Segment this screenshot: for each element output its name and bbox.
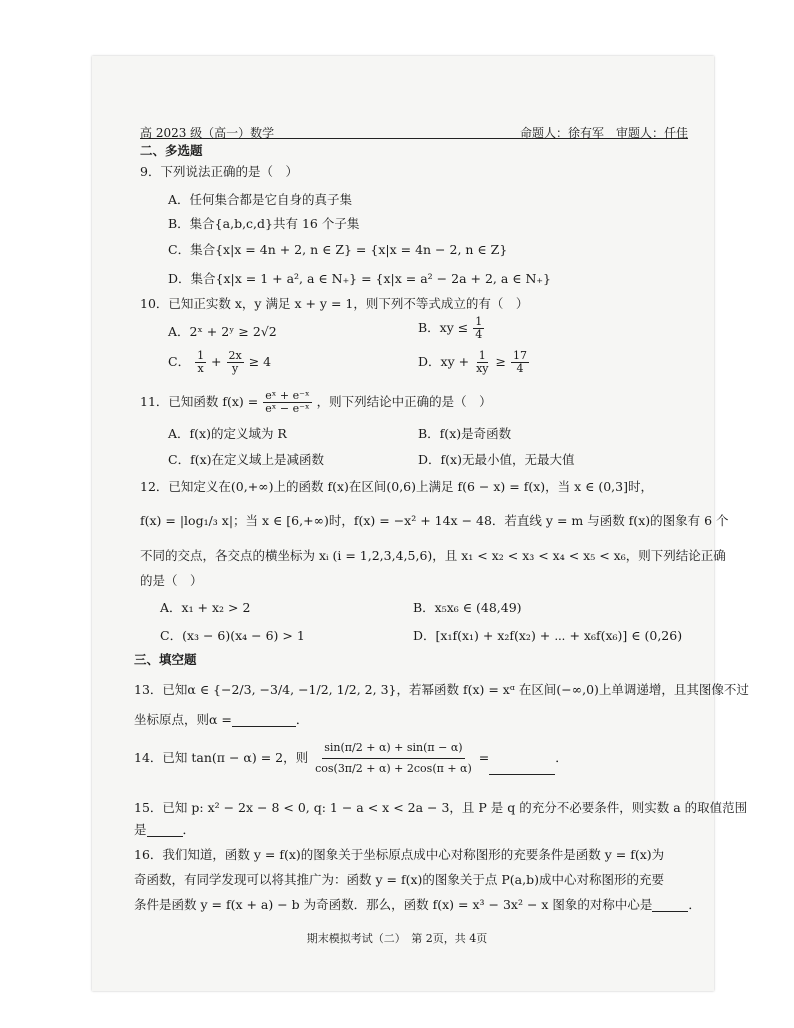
- q14-end: ．: [555, 750, 568, 766]
- q11-option-b: B．f(x)是奇函数: [418, 426, 512, 441]
- frac-den: x: [197, 362, 204, 376]
- frac-den: xy: [476, 362, 489, 376]
- q12-option-c: C．(x₃ − 6)(x₄ − 6) > 1: [160, 628, 305, 643]
- q12-line-1: 12．已知定义在(0,+∞)上的函数 f(x)在区间(0,6)上满足 f(6 − x) = f(x)，当 x ∈ (0,3]时，: [140, 479, 653, 494]
- q12-line-4: 的是（ ）: [140, 573, 203, 588]
- q13-line-1: 13．已知α ∈ {−2/3, −3/4, −1/2, 1/2, 2, 3}，若幂函数 f(x) = xᵅ 在区间(−∞,0)上单调递增，且其图像不过: [134, 682, 749, 697]
- q15-line-2: [134, 822, 195, 837]
- q10-c-frac2: [227, 350, 244, 375]
- q16-prompt: 条件是函数 y = f(x + a) − b 为奇函数．那么，函数 f(x) = x³ − 3x² − x 图象的对称中心是: [134, 897, 653, 912]
- section-multi-choice: 二、多选题: [140, 143, 203, 158]
- q15-end: ．: [182, 822, 196, 837]
- q14-answer-blank[interactable]: [489, 762, 555, 775]
- q10-d-frac1: [474, 350, 490, 375]
- q11-option-c: C．f(x)在定义域上是减函数: [168, 452, 324, 467]
- q10-d-pre: D．xy +: [418, 354, 470, 370]
- q16-answer-blank[interactable]: [652, 899, 688, 912]
- frac-den: y: [232, 362, 239, 376]
- section-fill-in: 三、填空题: [134, 652, 197, 667]
- q15-prompt: 是: [134, 822, 147, 837]
- frac-num: eˣ + e⁻ˣ: [265, 389, 310, 402]
- page-footer: 期末模拟考试（二） 第 2页，共 4页: [306, 932, 488, 945]
- q9-option-a: A．任何集合都是它自身的真子集: [168, 192, 353, 207]
- q14-eq: =: [478, 750, 490, 766]
- q10-d-frac2: [511, 350, 529, 375]
- q13-answer-blank[interactable]: [232, 714, 296, 727]
- q9-option-d: D．集合{x|x = 1 + a², a ∈ N₊} = {x|x = a² − 2a + 2, a ∈ N₊}: [168, 271, 551, 286]
- q12-option-d: D．[x₁f(x₁) + x₂f(x₂) + ⋯ + x₆f(x₆)] ∈ (0,26): [413, 628, 683, 643]
- q9-stem: 9．下列说法正确的是（ ）: [140, 164, 298, 179]
- q13-line-2: [134, 712, 308, 727]
- q14-line: [134, 742, 568, 775]
- q12-line-2: f(x) = |log₁/₃ x|；当 x ∈ [6,+∞)时，f(x) = −x² + 14x − 48．若直线 y = m 与函数 f(x)的图象有 6 个: [140, 513, 729, 528]
- frac-num: 17: [512, 349, 527, 362]
- q9-option-b: B．集合{a,b,c,d}共有 16 个子集: [168, 216, 360, 231]
- q11-stem-post: ，则下列结论中正确的是（ ）: [316, 394, 492, 410]
- frac-num: 2x: [228, 349, 242, 362]
- frac-den: eˣ − e⁻ˣ: [265, 402, 310, 416]
- page-header: [140, 124, 688, 139]
- q11-stem: [140, 390, 492, 415]
- q10-option-b: [418, 316, 485, 341]
- frac-den: 4: [516, 362, 524, 376]
- q10-b-text: B．xy ≤: [418, 320, 469, 336]
- q10-option-c: [168, 350, 271, 375]
- frac-num: 1: [197, 349, 205, 362]
- q10-b-fraction: [473, 316, 484, 341]
- q10-option-d: [418, 350, 530, 375]
- header-left: 高 2023 级（高一）数学: [140, 126, 275, 140]
- frac-den: cos(3π/2 + α) + 2cos(π + α): [315, 762, 472, 776]
- q14-pre: 14．已知 tan(π − α) = 2，则: [134, 750, 309, 766]
- q9-option-c: C．集合{x|x = 4n + 2, n ∈ Z} = {x|x = 4n − 2, n ∈ Z}: [168, 242, 508, 257]
- q10-c-label: C．: [168, 354, 191, 370]
- q16-line-1: 16．我们知道，函数 y = f(x)的图象关于坐标原点成中心对称图形的充要条件是函数 y = f(x)为: [134, 847, 665, 862]
- q10-c-frac1: [195, 350, 206, 375]
- q10-d-mid: ≥: [495, 354, 506, 370]
- q10-stem: 10．已知正实数 x，y 满足 x + y = 1，则下列不等式成立的有（ ）: [140, 296, 529, 311]
- q16-line-2: 奇函数，有同学发现可以将其推广为：函数 y = f(x)的图象关于点 P(a,b)成中心对称图形的充要: [134, 872, 664, 887]
- frac-num: 1: [475, 315, 483, 328]
- q10-c-post: ≥ 4: [248, 354, 272, 370]
- q12-option-a: A．x₁ + x₂ > 2: [160, 600, 251, 615]
- frac-den: 4: [475, 328, 483, 342]
- q13-prompt: 坐标原点，则α =: [134, 712, 232, 727]
- q16-end: ．: [688, 897, 701, 912]
- q16-line-3: [134, 897, 701, 912]
- q10-c-plus: +: [211, 354, 222, 370]
- q12-line-3: 不同的交点，各交点的横坐标为 xᵢ (i = 1,2,3,4,5,6)，且 x₁ < x₂ < x₃ < x₄ < x₅ < x₆，则下列结论正确: [140, 548, 726, 563]
- q10-option-a: A．2ˣ + 2ʸ ≥ 2√2: [168, 324, 277, 339]
- q11-option-d: D．f(x)无最小值，无最大值: [418, 452, 575, 467]
- q11-stem-pre: 11．已知函数 f(x) =: [140, 394, 259, 410]
- q15-answer-blank[interactable]: [147, 824, 183, 837]
- header-right: 命题人：徐有军 审题人：仟佳: [519, 126, 688, 140]
- q15-line-1: 15．已知 p: x² − 2x − 8 < 0, q: 1 − a < x < 2a − 3，且 P 是 q 的充分不必要条件，则实数 a 的取值范围: [134, 800, 748, 815]
- q12-option-b: B．x₅x₆ ∈ (48,49): [413, 600, 522, 615]
- frac-num: sin(π/2 + α) + sin(π − α): [322, 742, 464, 759]
- frac-num: 1: [478, 349, 486, 362]
- q13-end: ．: [295, 712, 309, 727]
- q14-fraction: [313, 742, 474, 775]
- q11-function-fraction: [263, 390, 311, 415]
- q11-option-a: A．f(x)的定义域为 R: [168, 426, 287, 441]
